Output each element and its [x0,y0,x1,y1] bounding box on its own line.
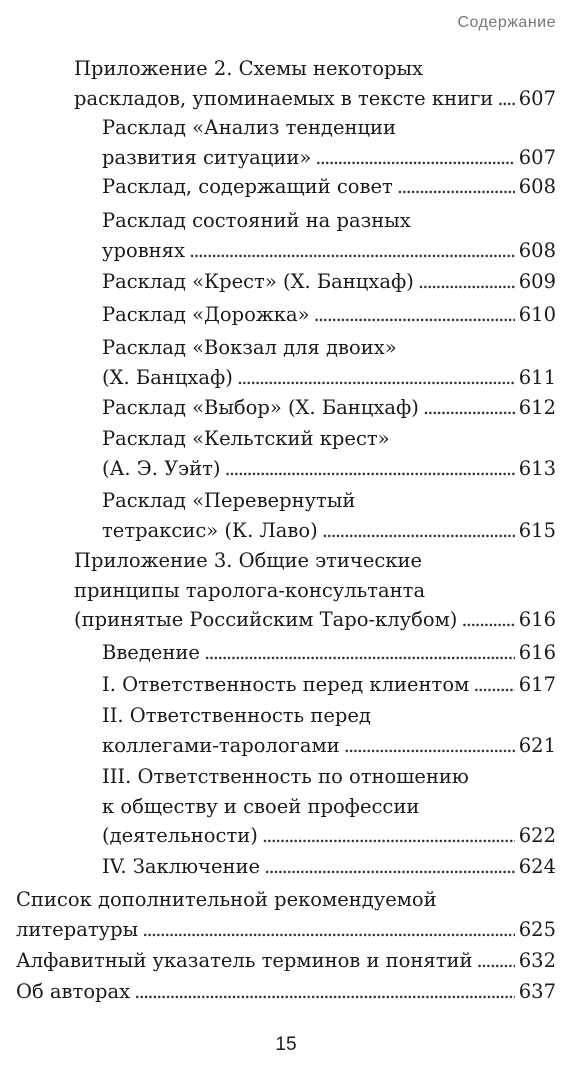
toc-entry [102,113,556,172]
toc-entry-text: I. Ответственность перед клиентом [102,673,470,696]
leader-dots [264,852,515,882]
toc-page-number: 637 [518,980,556,1003]
toc-page-number: 608 [518,238,556,262]
toc-entry-text: Алфавитный указатель терминов и понятий [16,949,473,972]
leader-dots [461,605,514,635]
leader-dots [225,454,515,484]
toc-entry [102,393,556,423]
toc-entry-text: коллегами-тарологами [102,733,340,757]
toc-entry [16,885,556,944]
toc-entry-text: Приложение 3. Общие этические [74,549,423,572]
toc-entry-text: Расклад «Кельтский крест» [102,427,390,450]
toc-entry [16,946,556,976]
toc-page-number: 617 [518,673,556,696]
toc-entry-text: Введение [102,641,200,664]
toc-entry-text: Список дополнительной рекомендуемой [16,888,437,911]
toc-entry [102,486,556,545]
toc-entry [102,206,556,265]
leader-dots [473,670,515,700]
leader-dots [418,267,515,297]
toc-page-number: 607 [518,86,556,110]
toc-page-number: 610 [518,303,556,326]
toc-entry [102,762,556,851]
toc-page-number: 607 [518,145,556,169]
toc-page-number: 615 [518,518,556,542]
leader-dots [423,393,515,423]
toc-entry-text: Расклад состояний на разных [102,209,411,232]
toc-page-number: 611 [518,365,556,389]
toc-entry-text: Приложение 2. Схемы некоторых [74,57,423,80]
toc-entry-text: Расклад «Выбор» (Х. Банцхаф) [102,396,419,419]
toc-entry [102,852,556,882]
toc-entry-text: Расклад «Крест» (Х. Банцхаф) [102,270,414,293]
leader-dots [315,143,514,173]
leader-dots [477,946,515,976]
leader-dots [204,638,515,668]
toc-entry-text: раскладов, упоминаемых в тексте книги [74,86,494,110]
leader-dots [497,84,514,114]
toc-entry [74,546,556,635]
toc-entry [102,638,556,668]
toc-entry-text: III. Ответственность по отношению [102,765,469,788]
leader-dots [134,977,515,1007]
toc-entry-text: (А. Э. Уэйт) [102,456,221,480]
toc-page-number: 616 [518,641,556,664]
toc-entry [102,300,556,330]
toc-page-number: 625 [518,917,556,941]
leader-dots [142,915,515,945]
toc-entry-text: уровнях [102,238,185,262]
toc-page-number: 612 [518,396,556,419]
leader-dots [322,516,515,546]
toc-entry-text: Расклад «Дорожка» [102,303,310,326]
toc-entry-text: (Х. Банцхаф) [102,365,233,389]
toc-page-number: 613 [518,456,556,480]
leader-dots [237,363,515,393]
toc-page-number: 632 [518,949,556,972]
toc-entry-text: Расклад «Вокзал для двоих» [102,336,397,359]
leader-dots [262,821,515,851]
toc-entry-text: тетраксис» (К. Лаво) [102,518,318,542]
toc-entry-text: Расклад «Перевернутый [102,489,356,512]
toc-entry-text: развития ситуации» [102,145,312,169]
toc-entry-text: (принятые Российским Таро-клубом) [74,608,458,631]
toc-page-number: 616 [518,608,556,631]
toc-entry [102,701,556,760]
toc-entry-text: Расклад, содержащий совет [102,175,393,198]
toc-entry-text: к обществу и своей профессии [102,794,420,818]
toc-entry-text: принципы таролога-консультанта [74,578,426,602]
leader-dots [397,172,515,202]
leader-dots [314,300,515,330]
toc-entry [16,977,556,1007]
toc-page-number: 608 [518,175,556,198]
toc-page-number: 621 [518,733,556,757]
toc-entry-text: Об авторах [16,980,131,1003]
toc-page-number: 624 [518,855,556,878]
toc-page-number: 622 [518,824,556,847]
toc-entry [102,267,556,297]
leader-dots [344,731,515,761]
toc-entry [74,54,556,113]
toc-entry [102,172,556,202]
toc-entry-text: II. Ответственность перед [102,704,371,727]
toc-entry-text: IV. Заключение [102,855,261,878]
toc-entry [102,424,556,483]
toc-entry [102,670,556,700]
toc-entry-text: литературы [16,917,139,941]
toc-entry-text: (деятельности) [102,824,258,847]
toc-page-number: 609 [518,270,556,293]
page-number: 15 [275,1034,297,1055]
toc-entry [102,333,556,392]
toc-entry-text: Расклад «Анализ тенденции [102,116,397,139]
leader-dots [189,236,515,266]
running-header: Содержание [457,14,556,31]
